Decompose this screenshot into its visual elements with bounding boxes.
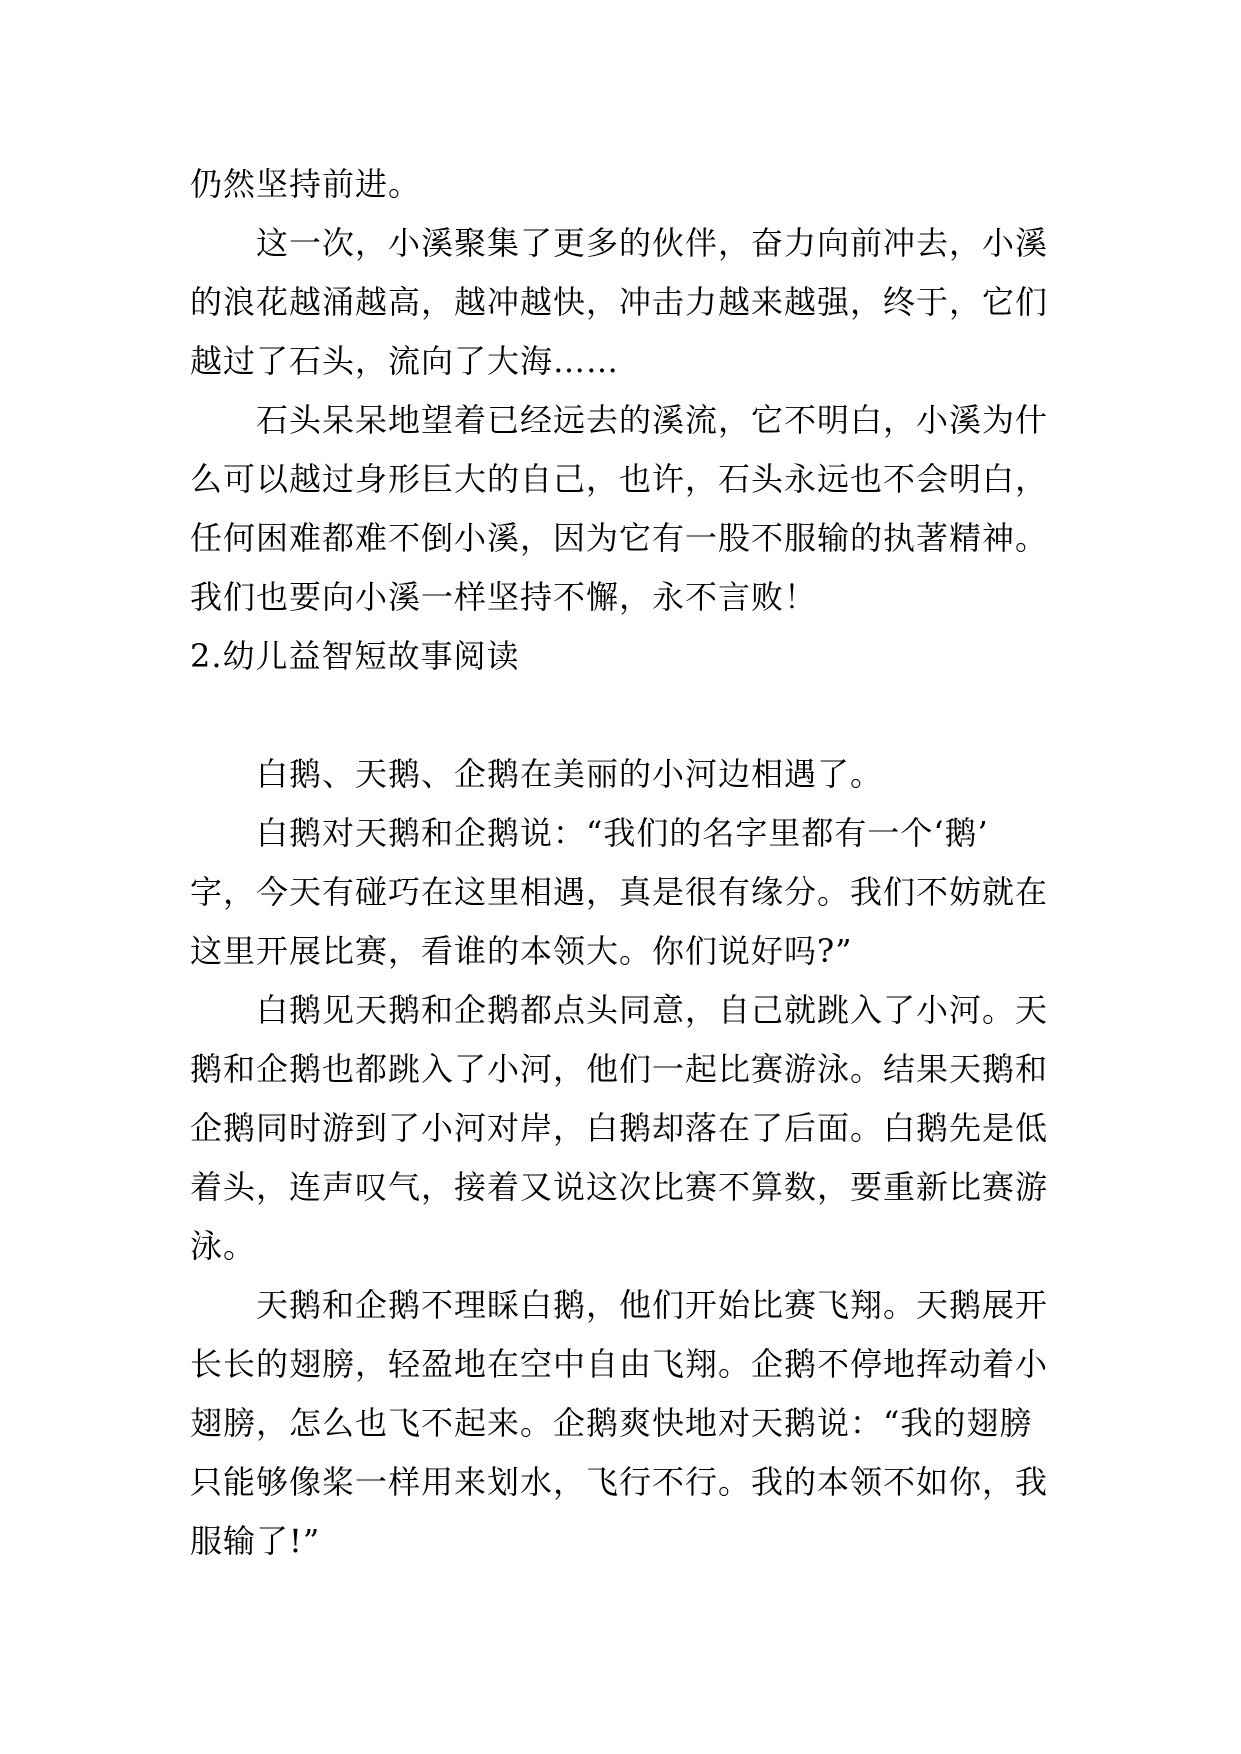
- text-line: 白鹅、天鹅、企鹅在美丽的小河边相遇了。: [256, 755, 884, 793]
- text-line: 鹅和企鹅也都跳入了小河，他们一起比赛游泳。结果天鹅和: [190, 1050, 1049, 1088]
- text-line: 长长的翅膀，轻盈地在空中自由飞翔。企鹅不停地挥动着小: [190, 1345, 1049, 1383]
- text-line: 只能够像桨一样用来划水，飞行不行。我的本领不如你，我: [190, 1463, 1049, 1501]
- text-line: 企鹅同时游到了小河对岸，白鹅却落在了后面。白鹅先是低: [190, 1109, 1049, 1147]
- document-body: [190, 155, 1060, 1571]
- text-line: 着头，连声叹气，接着又说这次比赛不算数，要重新比赛游: [190, 1168, 1049, 1206]
- text-line: 的浪花越涌越高，越冲越快，冲击力越来越强，终于，它们: [190, 283, 1049, 321]
- text-line: 仍然坚持前进。: [190, 165, 422, 203]
- text-line: 字，今天有碰巧在这里相遇，真是很有缘分。我们不妨就在: [190, 873, 1049, 911]
- text-line: 任何困难都难不倒小溪，因为它有一股不服输的执著精神。: [190, 519, 1049, 557]
- section-heading: 2.幼儿益智短故事阅读: [190, 637, 520, 675]
- text-line: 白鹅见天鹅和企鹅都点头同意，自己就跳入了小河。天: [256, 991, 1049, 1029]
- text-line: 这里开展比赛，看谁的本领大。你们说好吗?”: [190, 932, 853, 970]
- text-line: 这一次，小溪聚集了更多的伙伴，奋力向前冲去，小溪: [256, 224, 1049, 262]
- text-line: 越过了石头，流向了大海……: [190, 342, 620, 380]
- text-line: 我们也要向小溪一样坚持不懈，永不言败！: [190, 578, 818, 616]
- text-line: 泳。: [190, 1227, 257, 1265]
- text-line: 翅膀，怎么也飞不起来。企鹅爽快地对天鹅说：“我的翅膀: [190, 1404, 1033, 1442]
- text-line: 么可以越过身形巨大的自己，也许，石头永远也不会明白，: [190, 460, 1049, 498]
- text-line: 服输了!”: [190, 1522, 321, 1560]
- text-line: 白鹅对天鹅和企鹅说：“我们的名字里都有一个‘鹅’: [256, 814, 989, 852]
- text-line: 石头呆呆地望着已经远去的溪流，它不明白，小溪为什: [256, 401, 1049, 439]
- text-line: 天鹅和企鹅不理睬白鹅，他们开始比赛飞翔。天鹅展开: [256, 1286, 1049, 1324]
- blank-line: [190, 686, 1060, 745]
